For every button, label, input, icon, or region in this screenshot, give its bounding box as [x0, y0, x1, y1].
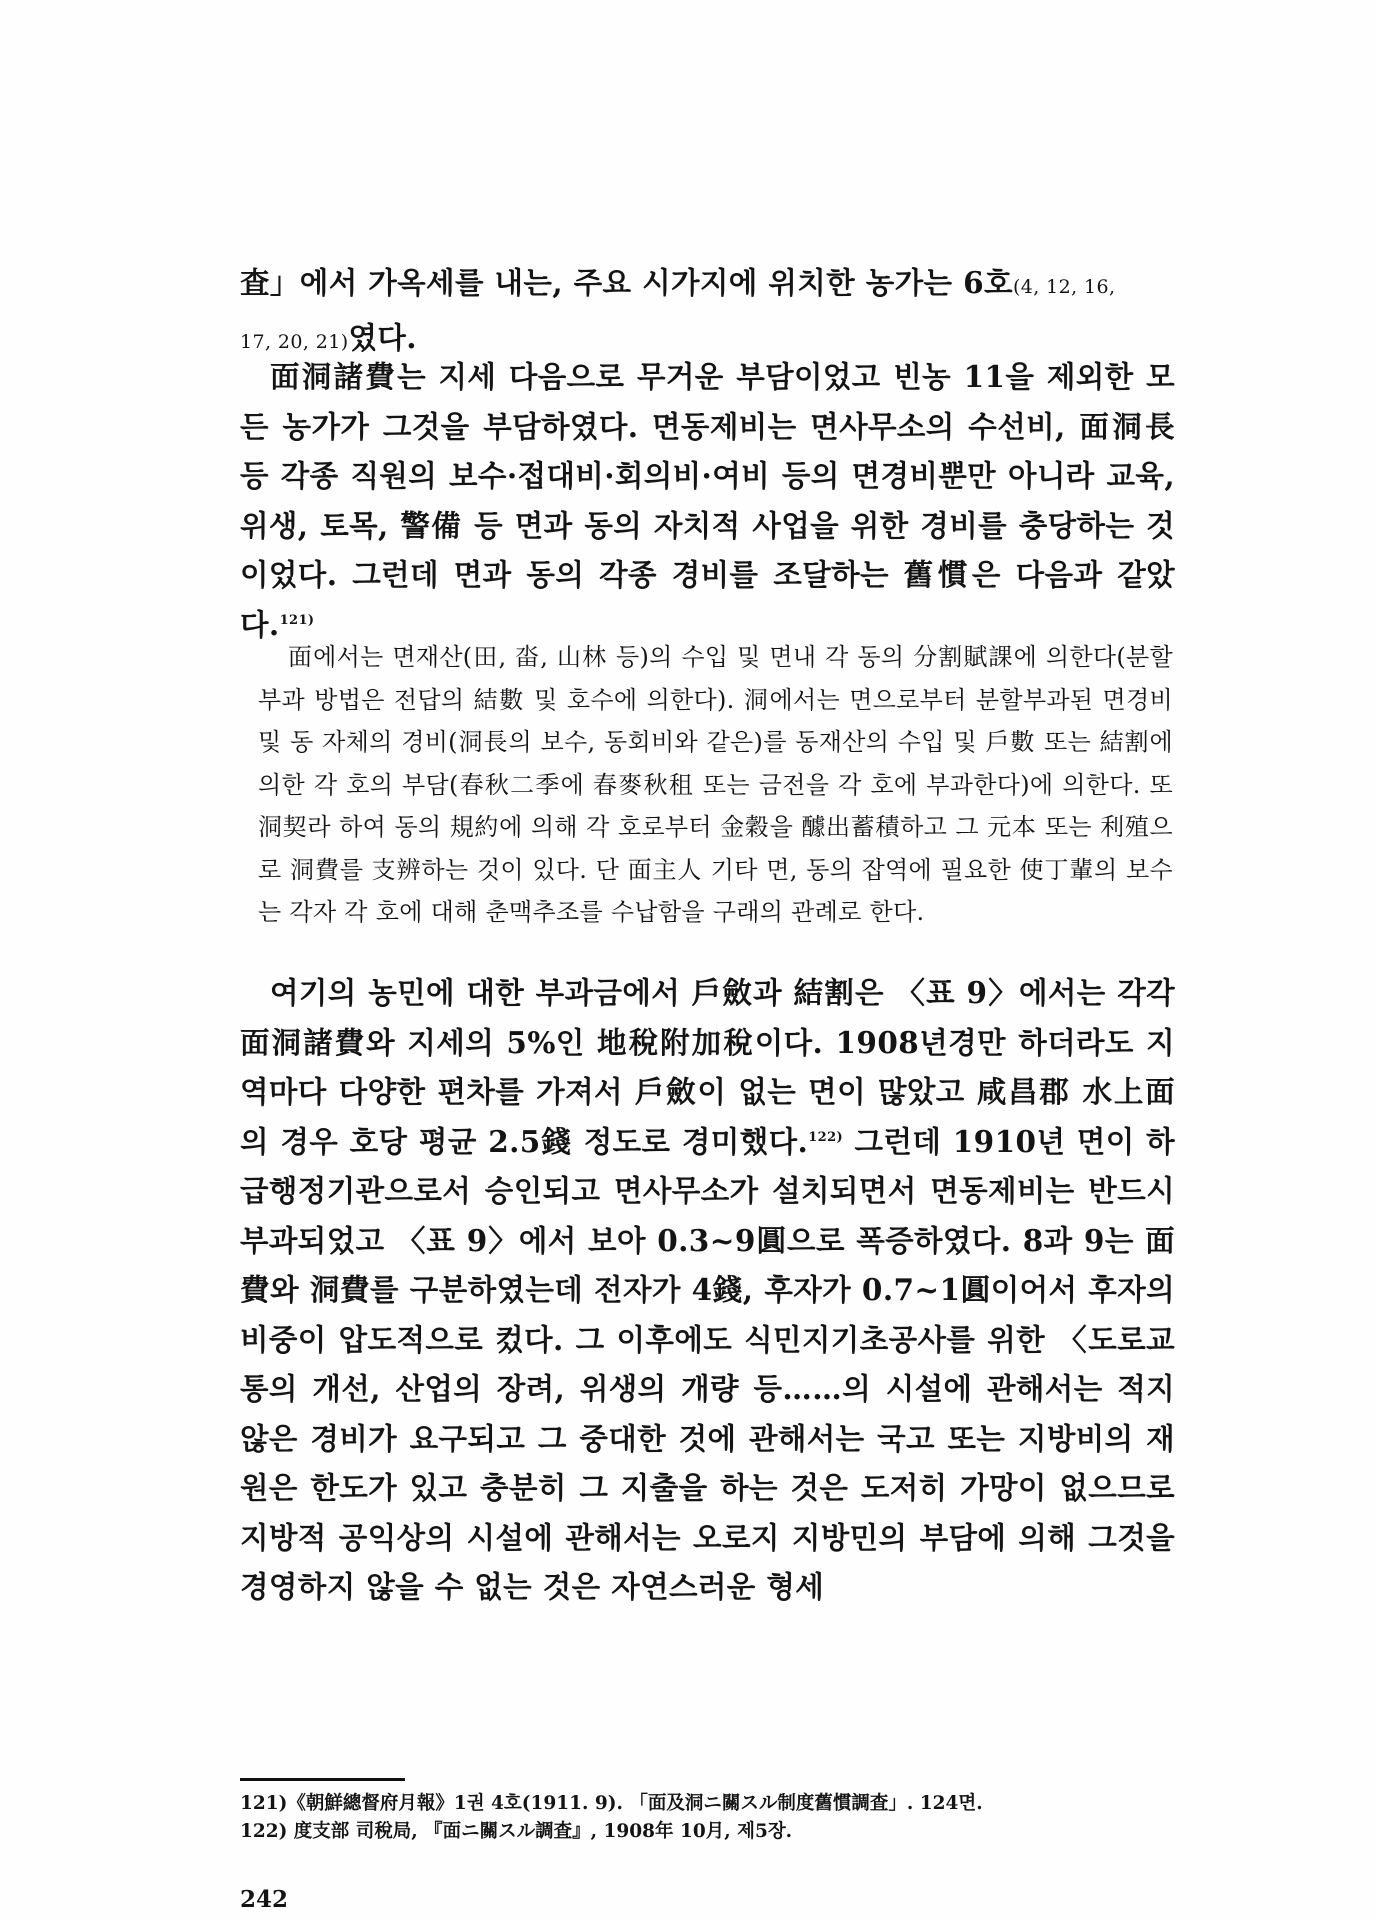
- paragraph-continued-line1: 査」에서 가옥세를 내는, 주요 시가지에 위치한 농가는 6호: [240, 265, 1013, 300]
- block-quote-text: 面에서는 면재산(田, 畓, 山林 등)의 수입 및 면내 각 동의 分割賦課에 의한다(분할부과 방법은 전답의 結數 및 호수에 의한다). 洞에서는 면으로부터 분할부과된 면경비 및 동 자체의 경비(洞長의 보수, 동회비와 같은)를 동재산의 수입 및 戶數 또는 結割에 의한 각 호의 부담(春秋二季에 春麥秋租 또는 금전을 각 호에 부과한다)에 의한다. 또 洞契라 하여 동의 規約에 의해 각 호로부터 金穀을 醵出蓄積하고 그 元本 또는 利殖으로 洞費를 支辨하는 것이 있다. 단 面主人 기타 면, 동의 잡역에 필요한 使丁輩의 보수는 각자 각 호에 대해 춘맥추조를 수납함을 구래의 관례로 한다.: [258, 643, 1173, 926]
- footnote-ref-121: 121): [279, 612, 315, 628]
- paragraph-myeondong-expenses: [240, 352, 1175, 649]
- paragraph-myeondong-text: 面洞諸費는 지세 다음으로 무거운 부담이었고 빈농 11을 제외한 모든 농가가 그것을 부담하였다. 면동제비는 면사무소의 수선비, 面洞長 등 각종 직원의 보수·접대비·회의비·여비 등의 면경비뿐만 아니라 교육, 위생, 토목, 警備 등 면과 동의 자치적 사업을 위한 경비를 충당하는 것이었다. 그런데 면과 동의 각종 경비를 조달하는 舊慣은 다음과 같았다.: [240, 359, 1175, 642]
- household-numbers-a: (4, 12, 16,: [1012, 276, 1116, 298]
- footnote-ref-122: 122): [808, 1129, 844, 1145]
- footnotes: [240, 1790, 1175, 1846]
- paragraph-continued-end: 였다.: [348, 319, 417, 355]
- footnote-121: 121)《朝鮮總督府月報》1권 4호(1911. 9). 「面及洞ニ關スル制度舊慣調査」. 124면.: [240, 1793, 983, 1814]
- footnote-122: 122) 度支部 司稅局, 『面ニ關スル調査』, 1908年 10月, 제5장.: [240, 1821, 793, 1842]
- page-number: 242: [240, 1886, 289, 1913]
- paragraph-continued: [240, 258, 1175, 367]
- paragraph-levies-part2: 그런데 1910년 면이 하급행정기관으로서 승인되고 면사무소가 설치되면서 면동제비는 반드시 부과되었고 〈표 9〉에서 보아 0.3~9圓으로 폭증하였다. 8과 9는 面費와 洞費를 구분하였는데 전자가 4錢, 후자가 0.7~1圓이어서 후자의 비중이 압도적으로 컸다. 그 이후에도 식민지기초공사를 위한 〈도로교통의 개선, 산업의 장려, 위생의 개량 등……의 시설에 관해서는 적지 않은 경비가 요구되고 그 중대한 것에 관해서는 국고 또는 지방비의 재원은 한도가 있고 충분히 그 지출을 하는 것은 도저히 가망이 없으므로 지방적 공익상의 시설에 관해서는 오로지 지방민의 부담에 의해 그것을 경영하지 않을 수 없는 것은 자연스러운 형세: [240, 1123, 1175, 1604]
- block-quote: [258, 636, 1173, 934]
- household-numbers-b: 17, 20, 21): [240, 330, 349, 353]
- paragraph-levies-part1: 여기의 농민에 대한 부과금에서 戶斂과 結割은 〈표 9〉에서는 각각 面洞諸費와 지세의 5%인 地稅附加稅이다. 1908년경만 하더라도 지역마다 다양한 편차를 가져서 戶斂이 없는 면이 많았고 咸昌郡 水上面의 경우 호당 평균 2.5錢 정도로 경미했다.: [240, 975, 1175, 1159]
- footnote-divider: [240, 1778, 405, 1781]
- paragraph-levies: [240, 968, 1175, 1612]
